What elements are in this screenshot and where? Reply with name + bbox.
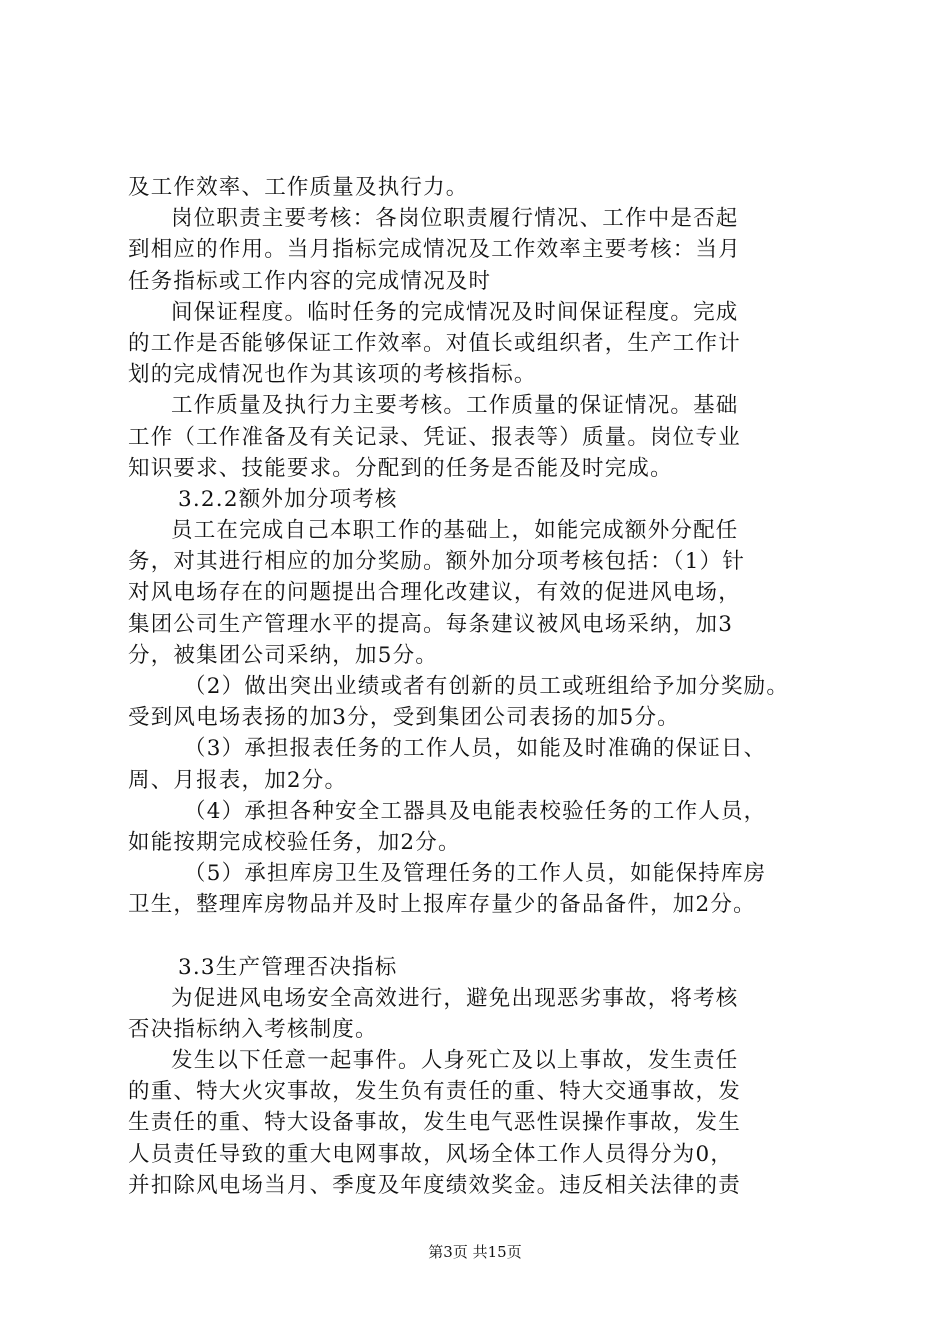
- page-total: 共15页: [472, 1243, 522, 1261]
- text-line: 的工作是否能够保证工作效率。对值长或组织者，生产工作计: [128, 330, 741, 356]
- text-line: （4）承担各种安全工器具及电能表校验任务的工作人员，: [184, 798, 767, 824]
- text-line: （2）做出突出业绩或者有创新的员工或班组给予加分奖励。: [184, 674, 790, 699]
- paragraph-gap: [128, 921, 858, 952]
- text-line: 生责任的重、特大设备事故，发生电气恶性误操作事故，发生: [128, 1110, 741, 1136]
- section-heading: 3.3生产管理否决指标: [178, 954, 398, 980]
- text-line: 任务指标或工作内容的完成情况及时: [128, 268, 492, 294]
- text-line: （3）承担报表任务的工作人员，如能及时准确的保证日、: [184, 736, 767, 762]
- text-line: 工作质量及执行力主要考核。工作质量的保证情况。基础: [171, 393, 739, 419]
- text-line: 知识要求、技能要求。分配到的任务是否能及时完成。: [128, 455, 673, 481]
- document-body: [128, 172, 858, 1201]
- text-line: 的重、特大火灾事故，发生负有责任的重、特大交通事故，发: [128, 1079, 741, 1105]
- text-line: 岗位职责主要考核：各岗位职责履行情况、工作中是否起: [171, 206, 739, 232]
- text-line: 到相应的作用。当月指标完成情况及工作效率主要考核：当月: [128, 237, 741, 263]
- text-line: 卫生，整理库房物品并及时上报库存量少的备品备件，加2分。: [128, 892, 756, 918]
- text-line: 如能按期完成校验任务，加2分。: [128, 829, 461, 855]
- text-line: 并扣除风电场当月、季度及年度绩效奖金。违反相关法律的责: [128, 1172, 741, 1198]
- text-line: 周、月报表，加2分。: [128, 767, 348, 793]
- text-line: （5）承担库房卫生及管理任务的工作人员，如能保持库房: [184, 861, 767, 887]
- section-heading: 3.2.2额外加分项考核: [178, 486, 398, 512]
- text-line: 员工在完成自己本职工作的基础上，如能完成额外分配任: [171, 518, 739, 544]
- text-line: 发生以下任意一起事件。人身死亡及以上事故，发生责任: [171, 1048, 739, 1074]
- page-number: 第3页: [428, 1243, 468, 1261]
- text-line: 对风电场存在的问题提出合理化改建议，有效的促进风电场，: [128, 580, 741, 606]
- text-line: 划的完成情况也作为其该项的考核指标。: [128, 362, 537, 388]
- text-line: 工作（工作准备及有关记录、凭证、报表等）质量。岗位专业: [128, 424, 741, 450]
- text-line: 分，被集团公司采纳，加5分。: [128, 642, 438, 668]
- text-line: 间保证程度。临时任务的完成情况及时间保证程度。完成: [171, 299, 739, 325]
- text-line: 为促进风电场安全高效进行，避免出现恶劣事故，将考核: [171, 985, 739, 1011]
- text-line: 务，对其进行相应的加分奖励。额外加分项考核包括：（1）针: [128, 549, 746, 575]
- text-line: 受到风电场表扬的加3分，受到集团公司表扬的加5分。: [128, 705, 680, 731]
- page-footer: [0, 1242, 950, 1262]
- text-line: 否决指标纳入考核制度。: [128, 1016, 378, 1042]
- text-line: 集团公司生产管理水平的提高。每条建议被风电场采纳，加3: [128, 611, 734, 637]
- text-line: 及工作效率、工作质量及执行力。: [128, 175, 469, 200]
- text-line: 人员责任导致的重大电网事故，风场全体工作人员得分为0，: [128, 1141, 734, 1167]
